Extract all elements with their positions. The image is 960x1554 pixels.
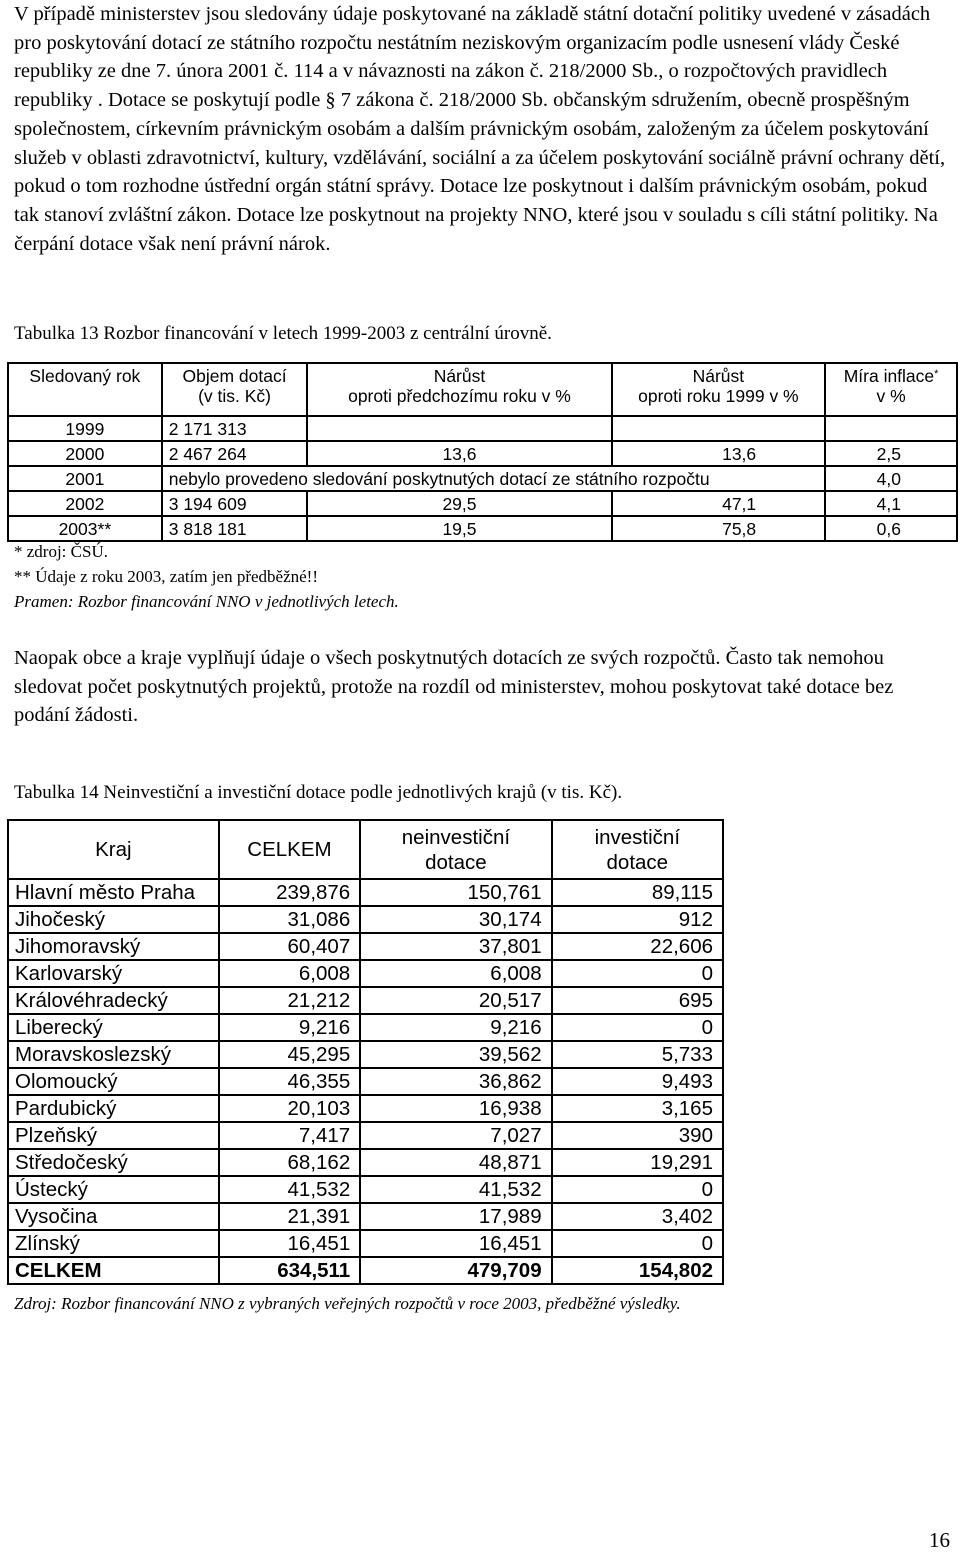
table-row (8, 1041, 723, 1068)
table14-celkem: 20,103 (219, 1095, 361, 1122)
table14-celkem: 16,451 (219, 1230, 361, 1257)
table-row (8, 466, 957, 491)
table13-inflation: 4,0 (825, 466, 957, 491)
table13-growth-prev: 29,5 (307, 491, 611, 516)
table13-growth-base: 75,8 (612, 516, 826, 541)
table-row (8, 1095, 723, 1122)
table13-amount: 2 467 264 (162, 441, 308, 466)
table14-inv: 0 (552, 1230, 723, 1257)
table14-inv: 3,402 (552, 1203, 723, 1230)
table14-header-kraj: Kraj (8, 820, 219, 879)
table13-header-year: Sledovaný rok (8, 363, 162, 416)
table-row (8, 491, 957, 516)
table14-inv: 0 (552, 1176, 723, 1203)
table13-header-growth-prev: Nárůst oproti předchozímu roku v % (307, 363, 611, 416)
table14-total-label: CELKEM (8, 1257, 219, 1284)
table14-kraj: Pardubický (8, 1095, 219, 1122)
table14-total-row (8, 1257, 723, 1284)
table14-header-row (8, 820, 723, 879)
table13-footnote-2: ** Údaje z roku 2003, zatím jen předběžné!! (14, 567, 318, 586)
table14-kraj: Hlavní město Praha (8, 879, 219, 906)
table-row (8, 879, 723, 906)
table13-year: 2000 (8, 441, 162, 466)
table14-celkem: 239,876 (219, 879, 361, 906)
table14-celkem: 21,391 (219, 1203, 361, 1230)
table14-celkem: 46,355 (219, 1068, 361, 1095)
table14-inv: 912 (552, 906, 723, 933)
table14-celkem: 41,532 (219, 1176, 361, 1203)
table14-kraj: Karlovarský (8, 960, 219, 987)
table14-total-inv: 154,802 (552, 1257, 723, 1284)
table14-neinv: 30,174 (360, 906, 551, 933)
table14-kraj: Vysočina (8, 1203, 219, 1230)
table13-footnote-1: * zdroj: ČSÚ. (14, 542, 108, 561)
table14-celkem: 60,407 (219, 933, 361, 960)
table14-inv: 0 (552, 1014, 723, 1041)
table13-year: 2001 (8, 466, 162, 491)
table13-inflation: 4,1 (825, 491, 957, 516)
table-row (8, 933, 723, 960)
table13-growth-base: 47,1 (612, 491, 826, 516)
table14-kraj: Jihomoravský (8, 933, 219, 960)
table14-inv: 89,115 (552, 879, 723, 906)
table13-growth-prev: 13,6 (307, 441, 611, 466)
table13-amount: 2 171 313 (162, 416, 308, 441)
table14-celkem: 7,417 (219, 1122, 361, 1149)
table14-header-neinvesticni: neinvestiční dotace (360, 820, 551, 879)
table13-growth-prev: 19,5 (307, 516, 611, 541)
table-row (8, 987, 723, 1014)
table-row (8, 1230, 723, 1257)
table14-neinv: 9,216 (360, 1014, 551, 1041)
table-row (8, 960, 723, 987)
table13-growth-base (612, 416, 826, 441)
table14-inv: 390 (552, 1122, 723, 1149)
table-row (8, 1014, 723, 1041)
table13-source: Pramen: Rozbor financování NNO v jednotlivých letech. (14, 592, 399, 611)
table14-kraj: Zlínský (8, 1230, 219, 1257)
table13 (7, 362, 958, 542)
table14-kraj: Olomoucký (8, 1068, 219, 1095)
table13-amount: 3 194 609 (162, 491, 308, 516)
page-number: 16 (929, 1528, 950, 1552)
table14-kraj: Jihočeský (8, 906, 219, 933)
table13-merged-note: nebylo provedeno sledování poskytnutých dotací ze státního rozpočtu (162, 466, 825, 491)
table14-inv: 5,733 (552, 1041, 723, 1068)
table-row (8, 441, 957, 466)
table14-neinv: 37,801 (360, 933, 551, 960)
table14-neinv: 39,562 (360, 1041, 551, 1068)
table13-inflation: 0,6 (825, 516, 957, 541)
table13-inflation: 2,5 (825, 441, 957, 466)
table13-header-row (8, 363, 957, 416)
table14-header-celkem: CELKEM (219, 820, 361, 879)
table13-header-inflation: Míra inflace* v % (825, 363, 957, 416)
table13-header-amount: Objem dotací (v tis. Kč) (162, 363, 308, 416)
table14-neinv: 36,862 (360, 1068, 551, 1095)
table14-total-neinv: 479,709 (360, 1257, 551, 1284)
table14-kraj: Moravskoslezský (8, 1041, 219, 1068)
table-row (8, 1149, 723, 1176)
table-row (8, 416, 957, 441)
table13-year: 2002 (8, 491, 162, 516)
table-row (8, 1176, 723, 1203)
table14-inv: 19,291 (552, 1149, 723, 1176)
table13-growth-prev (307, 416, 611, 441)
table14-celkem: 68,162 (219, 1149, 361, 1176)
table14-caption: Tabulka 14 Neinvestiční a investiční dotace podle jednotlivých krajů (v tis. Kč). (14, 782, 623, 803)
table14-celkem: 31,086 (219, 906, 361, 933)
table14-header-investicni: investiční dotace (552, 820, 723, 879)
table13-header-growth-base: Nárůst oproti roku 1999 v % (612, 363, 826, 416)
table13-year: 1999 (8, 416, 162, 441)
table14-neinv: 6,008 (360, 960, 551, 987)
table14-source: Zdroj: Rozbor financování NNO z vybraných veřejných rozpočtů v roce 2003, předběžné výsledky. (14, 1294, 681, 1313)
table14-celkem: 45,295 (219, 1041, 361, 1068)
table14-celkem: 9,216 (219, 1014, 361, 1041)
table-row (8, 1068, 723, 1095)
table14-kraj: Ústecký (8, 1176, 219, 1203)
table14-neinv: 48,871 (360, 1149, 551, 1176)
table14 (7, 819, 724, 1285)
table-row (8, 906, 723, 933)
table14-neinv: 16,938 (360, 1095, 551, 1122)
table13-inflation (825, 416, 957, 441)
table-row (8, 516, 957, 541)
table14-inv: 695 (552, 987, 723, 1014)
table14-inv: 3,165 (552, 1095, 723, 1122)
table14-inv: 9,493 (552, 1068, 723, 1095)
table13-amount: 3 818 181 (162, 516, 308, 541)
table14-kraj: Plzeňský (8, 1122, 219, 1149)
table14-inv: 22,606 (552, 933, 723, 960)
table14-celkem: 21,212 (219, 987, 361, 1014)
table14-kraj: Královéhradecký (8, 987, 219, 1014)
table13-growth-base: 13,6 (612, 441, 826, 466)
table14-neinv: 16,451 (360, 1230, 551, 1257)
table14-celkem: 6,008 (219, 960, 361, 987)
table14-kraj: Středočeský (8, 1149, 219, 1176)
table-row (8, 1122, 723, 1149)
table14-neinv: 7,027 (360, 1122, 551, 1149)
table13-year: 2003** (8, 516, 162, 541)
table14-neinv: 41,532 (360, 1176, 551, 1203)
table14-neinv: 150,761 (360, 879, 551, 906)
table13-caption: Tabulka 13 Rozbor financování v letech 1999-2003 z centrální úrovně. (14, 323, 552, 344)
table14-kraj: Liberecký (8, 1014, 219, 1041)
table14-inv: 0 (552, 960, 723, 987)
table14-neinv: 17,989 (360, 1203, 551, 1230)
table14-total-celkem: 634,511 (219, 1257, 361, 1284)
table-row (8, 1203, 723, 1230)
middle-paragraph: Naopak obce a kraje vyplňují údaje o všech poskytnutých dotacích ze svých rozpočtů. Často tak nemohou sledovat počet poskytnutých projektů, protože na rozdíl od ministerstev, mohou poskytovat také dotace bez podání žádosti. (14, 647, 894, 727)
table14-neinv: 20,517 (360, 987, 551, 1014)
intro-paragraph: V případě ministerstev jsou sledovány údaje poskytované na základě státní dotační politiky uvedené v zásadách pro poskytování dotací ze státního rozpočtu nestátním neziskovým organizacím podle usnesení vlády České republiky ze dne 7. února 2001 č. 114 a v návaznosti na zákon č. 218/2000 Sb., o rozpočtových pravidlech republiky . Dotace se poskytují podle § 7 zákona č. 218/2000 Sb. občanským sdružením, obecně prospěšným společnostem, církevním právnickým osobám a dalším právnickým osobám, založeným za účelem poskytování služeb v oblasti zdravotnictví, kultury, vzdělávání, sociální a za účelem poskytování sociálně právní ochrany dětí, pokud o tom rozhodne ústřední orgán státní správy. Dotace lze poskytnout i dalším právnickým osobám, pokud tak stanoví zvláštní zákon. Dotace lze poskytnout na projekty NNO, které jsou v souladu s cíli státní politiky. Na čerpání dotace však není právní nárok. (14, 3, 946, 255)
